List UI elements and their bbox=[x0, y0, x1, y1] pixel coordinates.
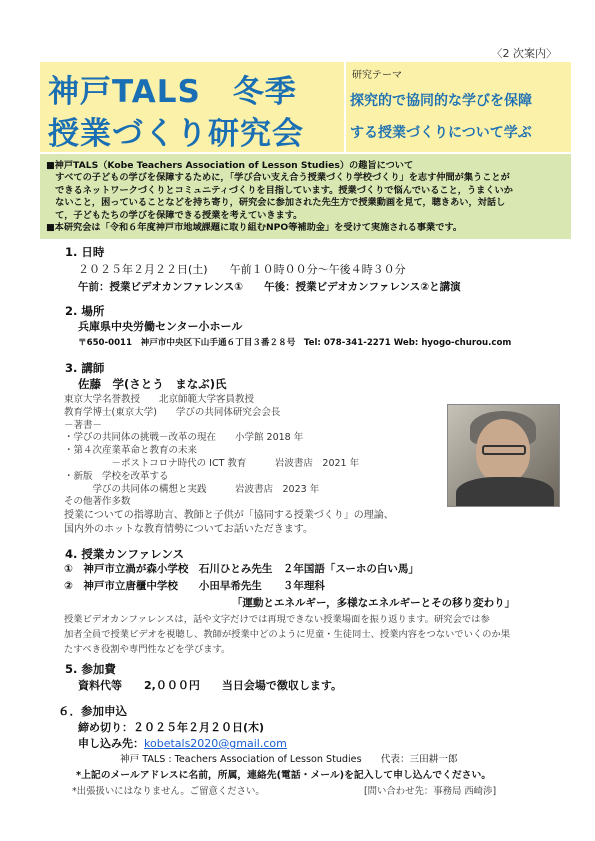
notice-label: 〈2 次案内〉 bbox=[491, 47, 557, 60]
bio-line: －ポストコロナ時代の ICT 教育 岩波書店 2021 年 bbox=[64, 457, 360, 469]
event-date: ２０２５年２月２２日(土) 午前１０時００分～午後４時３０分 bbox=[78, 263, 406, 276]
conference-desc-line: 加者全員で授業ビデオを視聴し、教師が授業中どのように児童・生徒同士、授業内容をつないでいくのか果 bbox=[64, 629, 511, 640]
lecturer-bio bbox=[64, 394, 359, 509]
intro-line: て，子どもたちの学びを保障できる授業を考えていきます。 bbox=[46, 209, 303, 221]
lecturer-photo bbox=[447, 404, 560, 507]
theme-line-1: 探究的で協同的な学びを保障 bbox=[350, 93, 532, 109]
intro-box bbox=[40, 154, 571, 239]
conference-description bbox=[64, 612, 510, 657]
lecture-description bbox=[64, 509, 394, 537]
title-banner bbox=[40, 62, 344, 152]
conference-item-1: ① 神戸市立渦が森小学校 石川ひとみ先生 ２年国語「スーホの白い馬」 bbox=[64, 563, 419, 575]
section-5-heading: 5. 参加費 bbox=[65, 662, 116, 676]
bio-line: 東京大学名誉教授 北京師範大学客員教授 bbox=[64, 394, 255, 405]
application-note-2: *出張扱いにはなりません。ご留意ください。 bbox=[72, 786, 265, 797]
intro-line: すべての子どもの学びを保障するために，「学び合い支え合う授業づくり学校づくり」を志す仲間が集うことが bbox=[46, 172, 510, 184]
bio-line: 教育学博士(東京大学) 学びの共同体研究会会長 bbox=[64, 406, 281, 418]
bio-line: ・第４次産業革命と教育の未来 bbox=[64, 445, 198, 457]
bio-line: ・新版 学校を改革する bbox=[64, 470, 169, 482]
lecture-line: 授業についての指導助言、教師と子供が「協同する授業づくり」の理論、 bbox=[64, 510, 394, 521]
conference-desc-line: 授業ビデオカンファレンスは，話や文字だけでは再現できない授業場面を振り返ります。研究会では参 bbox=[64, 614, 490, 625]
intro-line: ないこと，困っていることなどを持ち寄り，研究会に参加された先生方で授業動画を見て，聴きあい，対話し bbox=[46, 197, 506, 209]
theme-line-2: する授業づくりについて学ぶ bbox=[350, 125, 532, 141]
lecture-line: 国内外のホットな教育情勢についてお話いただきます。 bbox=[64, 524, 313, 535]
conference-item-2-topic: 「運動とエネルギー，多様なエネルギーとその移り変わり」 bbox=[232, 597, 516, 609]
contact-info: [問い合わせ先：事務局 西崎渉] bbox=[364, 786, 497, 797]
bio-line: ・学びの共同体の挑戦－改革の現在 小学館 2018 年 bbox=[64, 432, 304, 444]
theme-banner bbox=[346, 62, 571, 152]
event-schedule: 午前：授業ビデオカンファレンス① 午後：授業ビデオカンファレンス②と講演 bbox=[78, 281, 461, 293]
intro-line: ■神戸TALS（Kobe Teachers Association of Lesson Studies）の趣旨について bbox=[46, 160, 414, 171]
bio-line: 学びの共同体の構想と実践 岩波書店 2023 年 bbox=[64, 483, 320, 495]
section-4-heading: 4. 授業カンファレンス bbox=[65, 547, 185, 561]
lecturer-name: 佐藤 学(さとう まなぶ)氏 bbox=[78, 377, 227, 391]
email-label: 申し込み先： bbox=[78, 737, 144, 750]
conference-desc-line: たすべき役割や専門性などを学びます。 bbox=[64, 644, 231, 655]
section-6-heading: ６．参加申込 bbox=[58, 704, 127, 718]
bio-line: －著書－ bbox=[64, 419, 103, 431]
email-link[interactable]: kobetals2020@gmail.com bbox=[144, 737, 287, 750]
deadline-text: 締め切り：２０２５年２月２０日(木) bbox=[78, 721, 265, 734]
intro-line: ■本研究会は「令和６年度神戸市地域課題に取り組むNPO等補助金」を受けて実施される事業です。 bbox=[46, 222, 463, 234]
venue-name: 兵庫県中央労働センター小ホール bbox=[78, 320, 243, 333]
application-note-1: *上記のメールアドレスに名前，所属，連絡先(電話・メール)を記入して申し込んでください。 bbox=[76, 770, 492, 781]
title-line-1: 神戸TALS 冬季 bbox=[48, 74, 297, 110]
theme-label: 研究テーマ bbox=[352, 70, 402, 81]
intro-line: できるネットワークづくりとコミュニティづくりを目指しています。授業づくりで悩んでいること，うまくいか bbox=[46, 184, 513, 196]
conference-item-2: ② 神戸市立唐櫃中学校 小田早希先生 ３年理科 bbox=[64, 580, 325, 592]
section-3-heading: 3. 講師 bbox=[65, 361, 105, 375]
section-1-heading: 1. 日時 bbox=[65, 245, 105, 259]
organization-line: 神戸 TALS : Teachers Association of Lesson Studies 代表：三田耕一郎 bbox=[120, 754, 458, 765]
bio-line: その他著作多数 bbox=[64, 496, 131, 508]
section-2-heading: 2. 場所 bbox=[65, 304, 105, 318]
email-row bbox=[78, 735, 287, 751]
title-line-2: 授業づくり研究会 bbox=[48, 116, 304, 152]
venue-address: 〒650-0011 神戸市中央区下山手通６丁目３番２８号 Tel: 078-341-2271 Web: hyogo-churou.com bbox=[78, 338, 512, 348]
fee-text: 資料代等 2,０００円 当日会場で徴収します。 bbox=[78, 679, 342, 692]
